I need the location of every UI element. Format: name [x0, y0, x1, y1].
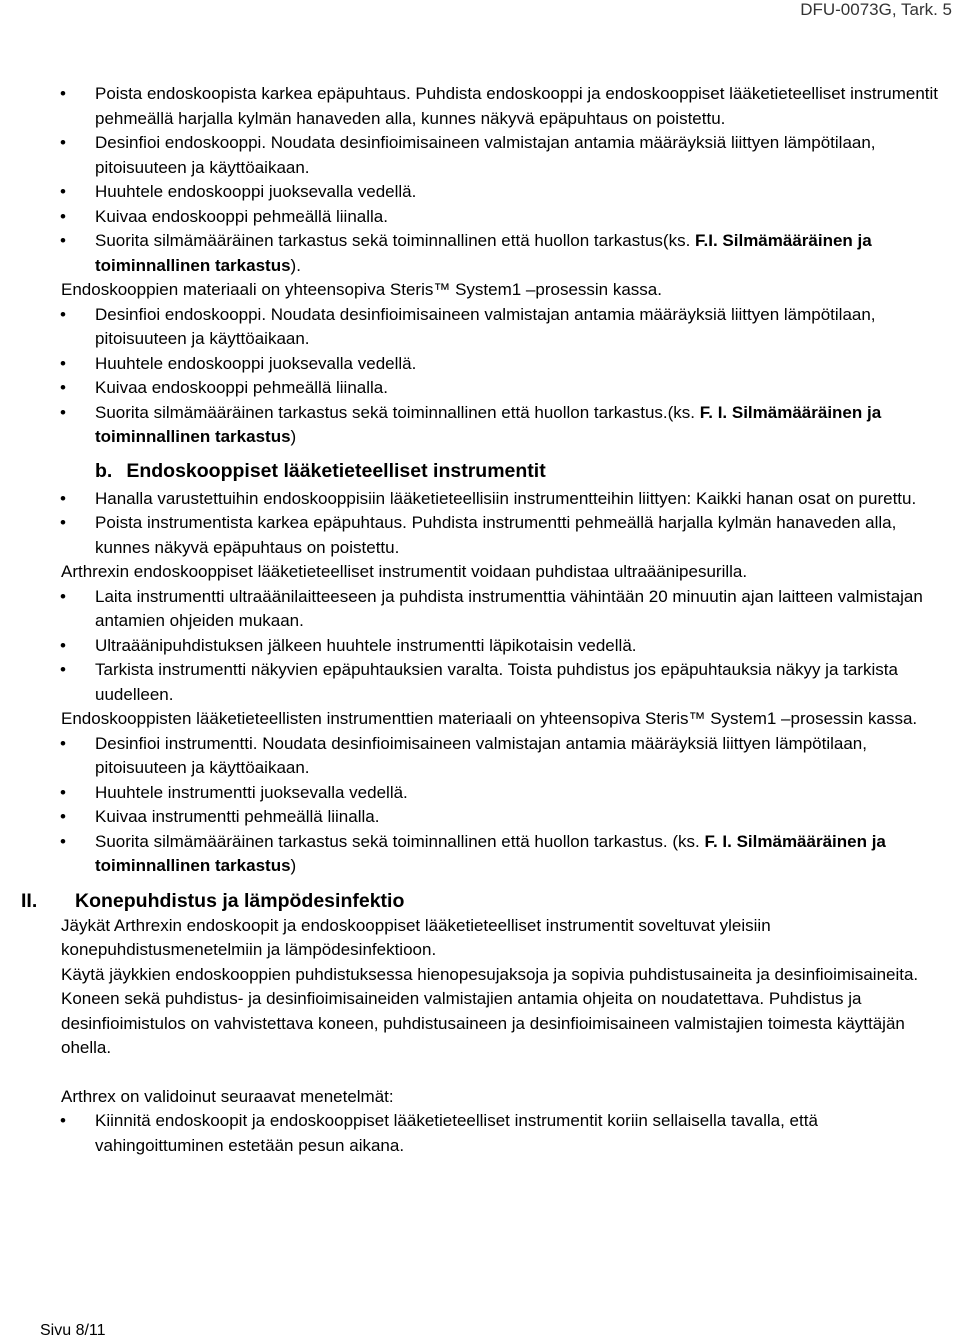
list-item-text: Suorita silmämääräinen tarkastus sekä toiminnallinen että huollon tarkastus(ks. [95, 231, 696, 250]
list-item: • Huuhtele endoskooppi juoksevalla vedellä. [61, 180, 941, 205]
list-item [61, 830, 941, 879]
list-item-text: Suorita silmämääräinen tarkastus sekä toiminnallinen että huollon tarkastus. (ks. [95, 831, 705, 851]
list-item: • Ultraäänipuhdistuksen jälkeen huuhtele instrumentti läpikotaisin vedellä. [61, 634, 941, 659]
document-body [21, 82, 941, 1158]
list-item [61, 401, 941, 450]
page-number: Sivu 8/11 [40, 1322, 106, 1339]
list-item: • Kuivaa instrumentti pehmeällä liinalla. [61, 805, 941, 830]
paragraph: Koneen sekä puhdistus- ja desinfioimisaineiden valmistajien antamia ohjeita on noudatettava. Puhdistus ja desinfioimistulos on vahvistettava koneen, puhdistusaineen ja desinfioimisaineen valmistajien toimesta käyttäjän ohella. [61, 989, 905, 1057]
list-item: • Kuivaa endoskooppi pehmeällä liinalla. [61, 376, 941, 401]
paragraph: Endoskooppien materiaali on yhteensopiva Steris™ System1 –prosessin kassa. [61, 280, 662, 299]
section-heading [61, 458, 941, 484]
paragraph: Arthrex on validoinut seuraavat menetelmät: [61, 1086, 394, 1106]
spacer [61, 1061, 941, 1085]
document-id: DFU-0073G, Tark. 5 [800, 0, 952, 19]
list-item-tail: ) [290, 856, 297, 875]
cross-reference: F. I. Silmämääräinen ja toiminnallinen tarkastus [95, 831, 886, 875]
chapter-number: II. [21, 889, 38, 912]
chapter-title: Konepuhdistus ja lämpödesinfektio [75, 889, 405, 912]
spacer [61, 879, 941, 888]
list-item: • Kiinnitä endoskoopit ja endoskooppiset lääketieteelliset instrumentit koriin sellaisella tavalla, että vahingoittuminen estetään pesun aikana. [61, 1109, 941, 1158]
list-item: • Poista instrumentista karkea epäpuhtaus. Puhdista instrumentti pehmeällä harjalla kylmän hanaveden alla, kunnes näkyvä epäpuhtaus on poistettu. [61, 511, 941, 560]
paragraph: Arthrexin endoskooppiset lääketieteelliset instrumentit voidaan puhdistaa ultraäänipesurilla. [61, 562, 748, 581]
list-item: • Poista endoskoopista karkea epäpuhtaus. Puhdista endoskooppi ja endoskooppiset lääketieteelliset instrumentit pehmeällä harjalla kylmän hanaveden alla, kunnes näkyvä epäpuhtaus on poistettu. [61, 82, 941, 131]
paragraph: Jäykät Arthrexin endoskoopit ja endoskooppiset lääketieteelliset instrumentit soveltuvat yleisiin konepuhdistusmenetelmiin ja lämpödesinfektioon. [61, 915, 771, 959]
list-item-text: Suorita silmämääräinen tarkastus sekä toiminnallinen että huollon tarkastus.(ks. [95, 402, 700, 422]
paragraph: Käytä jäykkien endoskooppien puhdistuksessa hienopesujaksoja ja sopivia puhdistusaineita ja desinfioimisaineita. [61, 964, 919, 984]
list-item: • Desinfioi endoskooppi. Noudata desinfioimisaineen valmistajan antamia määräyksiä liittyen lämpötilaan, pitoisuuteen ja käyttöaikaan. [61, 131, 941, 180]
list-item: • Kuivaa endoskooppi pehmeällä liinalla. [61, 205, 941, 230]
list-item: • Hanalla varustettuihin endoskooppisiin lääketieteellisiin instrumentteihin liittyen: Kaikki hanan osat on purettu. [61, 487, 941, 512]
list-item: • Desinfioi endoskooppi. Noudata desinfioimisaineen valmistajan antamia määräyksiä liittyen lämpötilaan, pitoisuuteen ja käyttöaikaan. [61, 303, 941, 352]
paragraph: Endoskooppisten lääketieteellisten instrumenttien materiaali on yhteensopiva Steris™ System1 –prosessin kassa. [61, 709, 918, 728]
section-number: b. [95, 459, 113, 482]
list-item: • Huuhtele instrumentti juoksevalla vedellä. [61, 781, 941, 806]
list-item: • Laita instrumentti ultraäänilaitteeseen ja puhdista instrumenttia vähintään 20 minuutin ajan laitteen valmistajan antamien ohjeiden mukaan. [61, 585, 941, 634]
list-item-tail: ). [290, 255, 301, 275]
cross-reference: F. I. Silmämääräinen ja toiminnallinen tarkastus [95, 402, 882, 446]
cross-reference: F.I. Silmämääräinen ja toiminnallinen tarkastus [95, 231, 872, 275]
section-title: Endoskooppiset lääketieteelliset instrumentit [126, 459, 546, 482]
chapter-heading [21, 888, 941, 914]
list-item-tail: ) [290, 427, 297, 446]
list-item: • Huuhtele endoskooppi juoksevalla vedellä. [61, 352, 941, 377]
list-item: • Tarkista instrumentti näkyvien epäpuhtauksien varalta. Toista puhdistus jos epäpuhtauksia näkyy ja tarkista uudelleen. [61, 658, 941, 707]
list-item [61, 229, 941, 278]
list-item: • Desinfioi instrumentti. Noudata desinfioimisaineen valmistajan antamia määräyksiä liittyen lämpötilaan, pitoisuuteen ja käyttöaikaan. [61, 732, 941, 781]
